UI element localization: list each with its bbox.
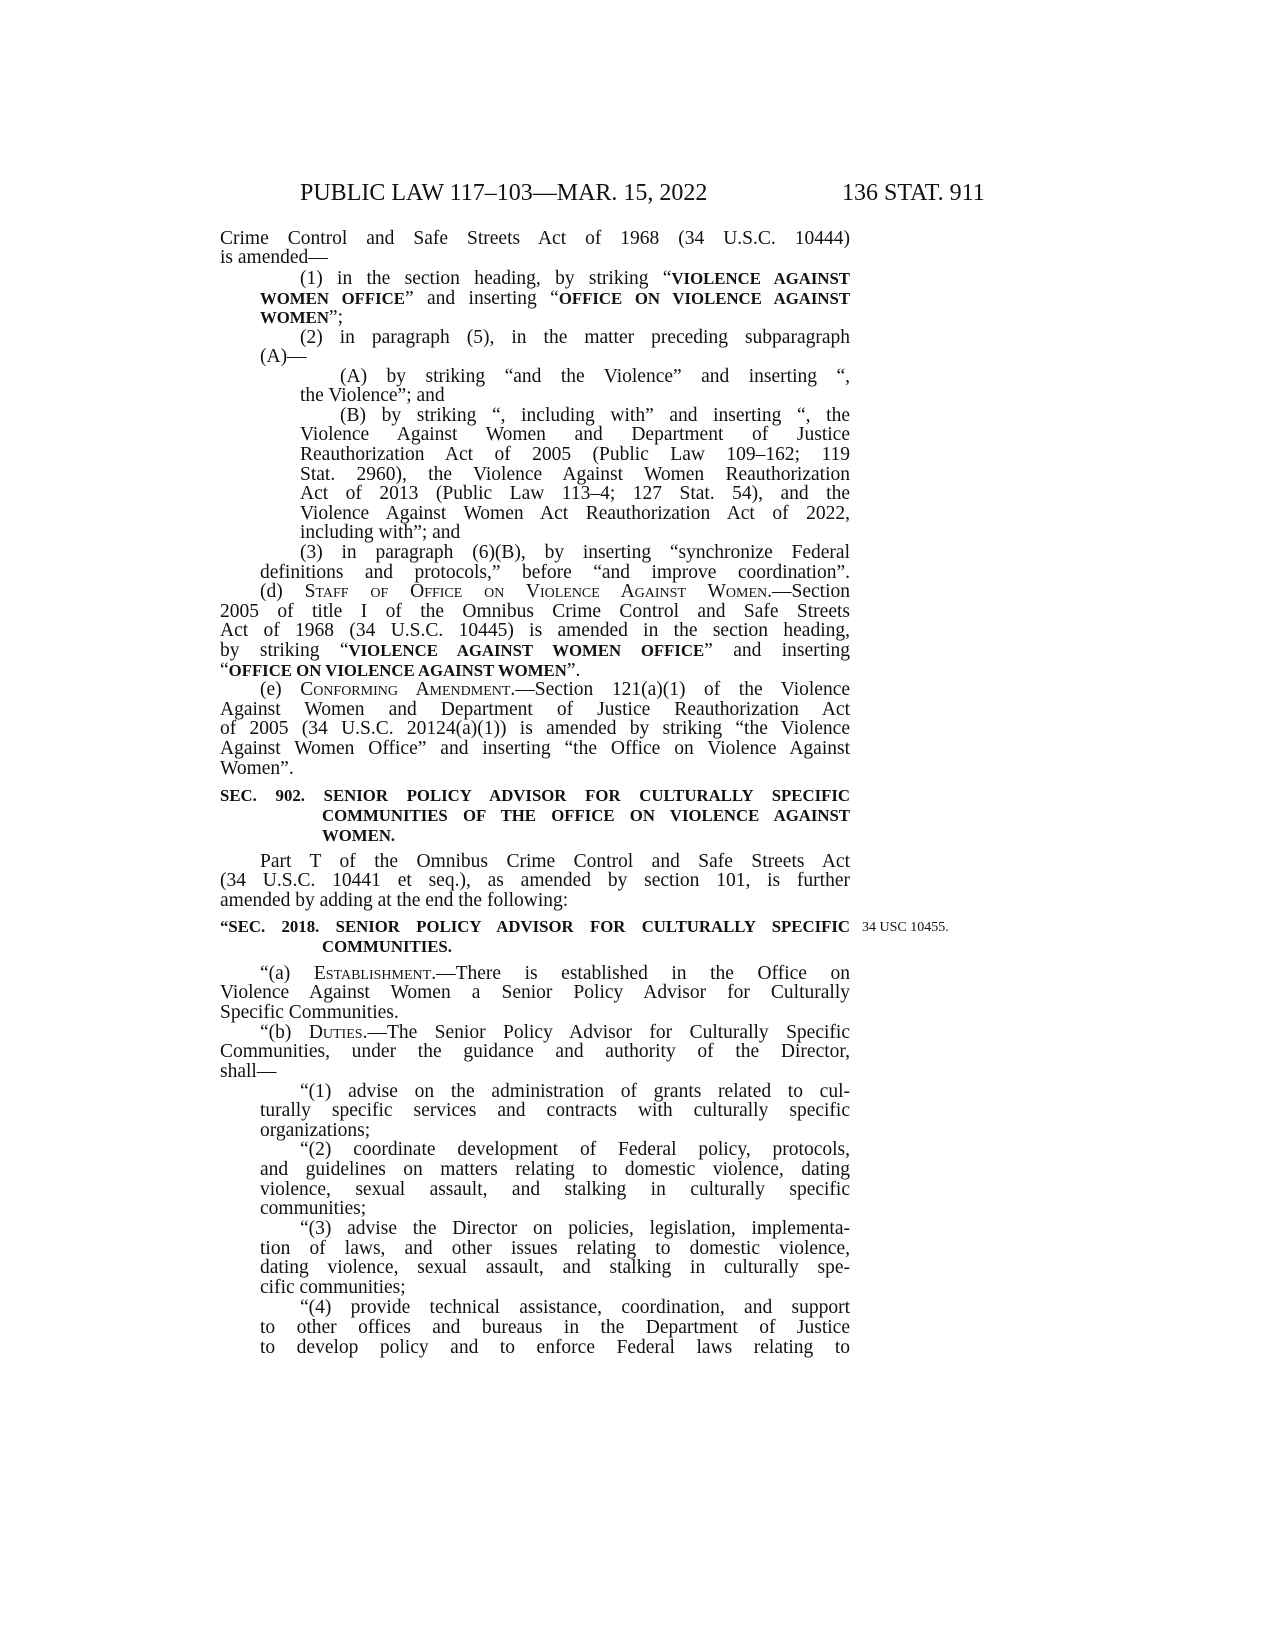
text-run: (34 U.S.C. 10441 et seq.), as amended by section 101, is further xyxy=(220,870,850,891)
text-line xyxy=(220,718,850,740)
text-line xyxy=(220,1061,276,1083)
text-run: Against Women and Department of Justice Reauthorization Act xyxy=(220,699,850,720)
text-run: .—The Senior Policy Advisor for Culturally Specific xyxy=(362,1022,850,1043)
text-line xyxy=(220,785,850,807)
text-line xyxy=(220,890,568,912)
text-line xyxy=(300,327,850,349)
text-run: Communities, under the guidance and authority of the Director, xyxy=(220,1041,850,1062)
bold-text: WOMEN OFFICE xyxy=(260,289,405,308)
text-line xyxy=(220,1002,399,1024)
text-run: ” and inserting “ xyxy=(404,288,559,309)
margin-note: 34 USC 10455. xyxy=(862,920,949,935)
text-run: (A)— xyxy=(260,346,307,367)
text-run: “(3) advise the Director on policies, legislation, implementa- xyxy=(300,1218,850,1239)
text-run: (e) xyxy=(260,679,301,700)
text-run: by striking “ xyxy=(220,640,349,661)
text-line xyxy=(260,346,307,368)
text-run: to other offices and bureaus in the Department of Justice xyxy=(260,1317,850,1338)
bold-text: WOMEN xyxy=(260,308,329,327)
text-line xyxy=(260,581,850,603)
text-run: definitions and protocols,” before “and improve coordination”. xyxy=(260,562,850,583)
small-caps-heading: Conforming Amendment xyxy=(300,679,511,700)
text-run: Women”. xyxy=(220,758,294,779)
text-run: .—There is established in the Office on xyxy=(431,963,850,984)
text-run: including with”; and xyxy=(300,522,461,543)
text-run: to develop policy and to enforce Federal laws relating to xyxy=(260,1337,850,1358)
text-line xyxy=(260,307,343,329)
text-run: Reauthorization Act of 2005 (Public Law 109–162; 119 xyxy=(300,444,850,465)
bold-text: OFFICE ON VIOLENCE AGAINST xyxy=(558,289,851,308)
text-line xyxy=(300,268,850,290)
text-run: .—Section xyxy=(767,581,850,602)
text-line xyxy=(300,1297,850,1319)
text-line xyxy=(300,1139,850,1161)
text-run: Specific Communities. xyxy=(220,1002,399,1023)
bold-text: WOMEN. xyxy=(322,826,396,845)
text-line xyxy=(260,1159,850,1181)
bold-text: COMMUNITIES OF THE OFFICE ON VIOLENCE AGAINST xyxy=(322,806,850,825)
text-line xyxy=(220,1041,850,1063)
text-run: “(b) xyxy=(260,1022,309,1043)
text-line xyxy=(260,1257,850,1279)
text-line xyxy=(260,1337,850,1359)
text-run: communities; xyxy=(260,1198,367,1219)
small-caps-heading: Establishment xyxy=(313,963,432,984)
text-line xyxy=(220,640,850,662)
text-run: (d) xyxy=(260,581,305,602)
text-line xyxy=(260,288,850,310)
bold-text: COMMUNITIES. xyxy=(322,937,452,956)
text-run: (3) in paragraph (6)(B), by inserting “synchronize Federal xyxy=(300,542,850,563)
text-line xyxy=(300,483,850,505)
text-run: shall— xyxy=(220,1061,277,1082)
text-run: (2) in paragraph (5), in the matter preceding subparagraph xyxy=(300,327,850,348)
text-line xyxy=(220,620,850,642)
text-line xyxy=(260,1317,850,1339)
text-run: “(1) advise on the administration of grants related to cul- xyxy=(300,1081,850,1102)
text-run: ”; xyxy=(328,307,343,328)
text-line xyxy=(220,982,850,1004)
bold-text: VIOLENCE AGAINST WOMEN OFFICE xyxy=(348,641,705,660)
text-line xyxy=(220,916,850,938)
text-line xyxy=(300,1218,850,1240)
text-line xyxy=(300,444,850,466)
text-run: “(2) coordinate development of Federal policy, protocols, xyxy=(300,1139,850,1160)
text-run: tion of laws, and other issues relating to domestic violence, xyxy=(260,1238,850,1259)
text-run: Part T of the Omnibus Crime Control and Safe Streets Act xyxy=(260,851,850,872)
text-run: (1) in the section heading, by striking “ xyxy=(300,268,672,289)
text-run: ” and inserting xyxy=(704,640,850,661)
text-run: Stat. 2960), the Violence Against Women Reauthorization xyxy=(300,464,850,485)
bold-text: OFFICE ON VIOLENCE AGAINST WOMEN xyxy=(228,661,567,680)
text-run: “(4) provide technical assistance, coordination, and support xyxy=(300,1297,850,1318)
small-caps-heading: Duties xyxy=(308,1022,363,1043)
text-run: Violence Against Women Act Reauthorization Act of 2022, xyxy=(300,503,850,524)
bold-text: SEC. 902. SENIOR POLICY ADVISOR FOR CULTURALLY SPECIFIC xyxy=(220,786,850,805)
text-line xyxy=(300,522,460,544)
running-header-title: PUBLIC LAW 117–103—MAR. 15, 2022 xyxy=(300,180,708,206)
text-line xyxy=(220,758,294,780)
text-run: is amended— xyxy=(220,247,328,268)
text-run: turally specific services and contracts with culturally specific xyxy=(260,1100,850,1121)
text-line xyxy=(260,1277,406,1299)
text-run: organizations; xyxy=(260,1120,371,1141)
text-run: violence, sexual assault, and stalking in culturally specific xyxy=(260,1179,850,1200)
small-caps-heading: Staff of Office on Violence Against Women xyxy=(304,581,768,602)
text-run: (B) by striking “, including with” and inserting “, the xyxy=(340,405,850,426)
text-line xyxy=(220,870,850,892)
text-run: of 2005 (34 U.S.C. 20124(a)(1)) is amended by striking “the Violence xyxy=(220,718,850,739)
text-run: Act of 1968 (34 U.S.C. 10445) is amended in the section heading, xyxy=(220,620,850,641)
text-run: Violence Against Women and Department of Justice xyxy=(300,424,850,445)
text-line xyxy=(220,247,328,269)
text-line xyxy=(260,1198,366,1220)
text-line xyxy=(322,936,452,958)
text-line xyxy=(220,738,850,760)
text-run: cific communities; xyxy=(260,1277,406,1298)
text-run: Violence Against Women a Senior Policy Advisor for Culturally xyxy=(220,982,850,1003)
text-run: ”. xyxy=(566,660,581,681)
text-run: amended by adding at the end the following: xyxy=(220,890,569,911)
text-line xyxy=(260,679,850,701)
text-run: and guidelines on matters relating to domestic violence, dating xyxy=(260,1159,850,1180)
text-run: 2005 of title I of the Omnibus Crime Control and Safe Streets xyxy=(220,601,850,622)
text-line xyxy=(322,825,395,847)
bold-text: VIOLENCE AGAINST xyxy=(671,269,850,288)
text-run: (A) by striking “and the Violence” and inserting “, xyxy=(340,366,850,387)
page-number: 136 STAT. 911 xyxy=(842,180,985,206)
text-run: the Violence”; and xyxy=(300,385,445,406)
text-run: “(a) xyxy=(260,963,314,984)
text-run: “ xyxy=(220,660,229,681)
text-run: Act of 2013 (Public Law 113–4; 127 Stat. 54), and the xyxy=(300,483,850,504)
text-run: dating violence, sexual assault, and stalking in culturally spe- xyxy=(260,1257,850,1278)
text-line xyxy=(260,1100,850,1122)
text-run: Crime Control and Safe Streets Act of 1968 (34 U.S.C. 10444) xyxy=(220,228,850,249)
text-run: Against Women Office” and inserting “the Office on Violence Against xyxy=(220,738,850,759)
text-line xyxy=(300,542,850,564)
text-line xyxy=(300,424,850,446)
text-line xyxy=(322,805,850,827)
text-line xyxy=(300,385,445,407)
bold-text: “SEC. 2018. SENIOR POLICY ADVISOR FOR CULTURALLY SPECIFIC xyxy=(220,917,850,936)
text-run: .—Section 121(a)(1) of the Violence xyxy=(510,679,850,700)
